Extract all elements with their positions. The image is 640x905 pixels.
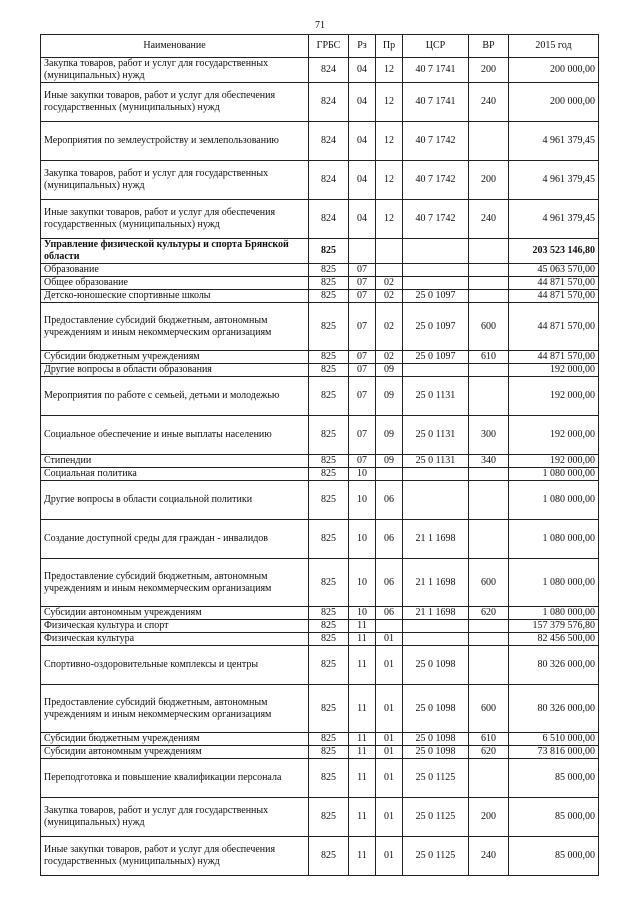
cell-pr [376, 620, 403, 633]
cell-vr [469, 481, 509, 520]
cell-pr: 01 [376, 646, 403, 685]
cell-vr: 610 [469, 351, 509, 364]
cell-pr: 09 [376, 377, 403, 416]
cell-pr: 12 [376, 161, 403, 200]
cell-vr: 200 [469, 798, 509, 837]
cell-rz: 10 [349, 607, 376, 620]
cell-amount: 85 000,00 [509, 837, 599, 876]
cell-grbs: 824 [309, 58, 349, 83]
table-row [41, 58, 599, 83]
cell-name: Закупка товаров, работ и услуг для государственных (муниципальных) нужд [41, 58, 309, 83]
table-row [41, 122, 599, 161]
cell-pr: 09 [376, 364, 403, 377]
cell-pr: 01 [376, 633, 403, 646]
cell-amount: 1 080 000,00 [509, 481, 599, 520]
cell-vr [469, 377, 509, 416]
table-row [41, 633, 599, 646]
cell-amount: 157 379 576,80 [509, 620, 599, 633]
cell-name: Спортивно-оздоровительные комплексы и центры [41, 646, 309, 685]
cell-amount: 85 000,00 [509, 759, 599, 798]
cell-amount: 44 871 570,00 [509, 277, 599, 290]
cell-vr [469, 620, 509, 633]
cell-name: Закупка товаров, работ и услуг для государственных (муниципальных) нужд [41, 798, 309, 837]
cell-name: Предоставление субсидий бюджетным, автономным учреждениям и иным некоммерческим организациям [41, 303, 309, 351]
cell-grbs: 825 [309, 264, 349, 277]
cell-vr [469, 364, 509, 377]
cell-amount: 44 871 570,00 [509, 290, 599, 303]
cell-csr [403, 364, 469, 377]
cell-amount: 200 000,00 [509, 83, 599, 122]
cell-csr [403, 264, 469, 277]
cell-vr: 200 [469, 161, 509, 200]
cell-amount: 6 510 000,00 [509, 733, 599, 746]
table-row [41, 377, 599, 416]
table-row [41, 798, 599, 837]
cell-grbs: 825 [309, 455, 349, 468]
cell-name: Закупка товаров, работ и услуг для государственных (муниципальных) нужд [41, 161, 309, 200]
cell-name: Социальное обеспечение и иные выплаты населению [41, 416, 309, 455]
table-row [41, 620, 599, 633]
cell-rz: 10 [349, 520, 376, 559]
table-row [41, 481, 599, 520]
cell-vr [469, 264, 509, 277]
cell-amount: 192 000,00 [509, 416, 599, 455]
cell-rz: 07 [349, 416, 376, 455]
cell-csr: 25 0 1097 [403, 351, 469, 364]
cell-grbs: 825 [309, 303, 349, 351]
cell-vr [469, 633, 509, 646]
cell-rz: 10 [349, 468, 376, 481]
cell-amount: 44 871 570,00 [509, 351, 599, 364]
cell-rz: 04 [349, 122, 376, 161]
cell-name: Субсидии автономным учреждениям [41, 746, 309, 759]
cell-rz: 10 [349, 559, 376, 607]
cell-vr: 240 [469, 83, 509, 122]
cell-pr: 12 [376, 122, 403, 161]
cell-rz: 04 [349, 83, 376, 122]
table-row [41, 161, 599, 200]
table-row [41, 759, 599, 798]
cell-amount: 200 000,00 [509, 58, 599, 83]
cell-vr: 200 [469, 58, 509, 83]
table-row [41, 290, 599, 303]
cell-csr: 25 0 1131 [403, 416, 469, 455]
cell-vr: 300 [469, 416, 509, 455]
header-csr: ЦСР [403, 35, 469, 58]
cell-name: Иные закупки товаров, работ и услуг для обеспечения государственных (муниципальных) нужд [41, 83, 309, 122]
cell-pr: 06 [376, 481, 403, 520]
cell-grbs: 825 [309, 685, 349, 733]
cell-csr [403, 481, 469, 520]
cell-vr [469, 520, 509, 559]
cell-vr [469, 239, 509, 264]
cell-vr: 600 [469, 303, 509, 351]
cell-csr: 25 0 1098 [403, 746, 469, 759]
cell-rz: 07 [349, 264, 376, 277]
cell-amount: 73 816 000,00 [509, 746, 599, 759]
cell-grbs: 825 [309, 290, 349, 303]
cell-name: Детско-юношеские спортивные школы [41, 290, 309, 303]
table-row [41, 685, 599, 733]
cell-grbs: 825 [309, 607, 349, 620]
cell-csr: 25 0 1098 [403, 685, 469, 733]
cell-grbs: 824 [309, 200, 349, 239]
cell-csr: 40 7 1742 [403, 200, 469, 239]
cell-csr: 40 7 1741 [403, 58, 469, 83]
cell-name: Субсидии автономным учреждениям [41, 607, 309, 620]
cell-amount: 85 000,00 [509, 798, 599, 837]
cell-pr: 06 [376, 607, 403, 620]
cell-pr [376, 264, 403, 277]
cell-grbs: 825 [309, 798, 349, 837]
cell-rz: 07 [349, 290, 376, 303]
cell-rz: 11 [349, 759, 376, 798]
table-row [41, 733, 599, 746]
table-row [41, 837, 599, 876]
cell-amount: 1 080 000,00 [509, 559, 599, 607]
cell-csr: 25 0 1131 [403, 455, 469, 468]
cell-grbs: 825 [309, 520, 349, 559]
cell-grbs: 825 [309, 239, 349, 264]
table-row [41, 351, 599, 364]
header-name: Наименование [41, 35, 309, 58]
cell-rz: 04 [349, 200, 376, 239]
header-rz: Рз [349, 35, 376, 58]
cell-amount: 82 456 500,00 [509, 633, 599, 646]
cell-rz [349, 239, 376, 264]
cell-vr [469, 468, 509, 481]
cell-grbs: 825 [309, 837, 349, 876]
cell-csr: 25 0 1125 [403, 759, 469, 798]
cell-vr [469, 122, 509, 161]
cell-rz: 11 [349, 646, 376, 685]
table-row [41, 455, 599, 468]
cell-pr: 02 [376, 290, 403, 303]
cell-csr: 40 7 1741 [403, 83, 469, 122]
cell-pr: 01 [376, 798, 403, 837]
header-year: 2015 год [509, 35, 599, 58]
cell-grbs: 825 [309, 377, 349, 416]
cell-vr [469, 290, 509, 303]
cell-pr: 09 [376, 455, 403, 468]
cell-grbs: 825 [309, 759, 349, 798]
cell-grbs: 825 [309, 468, 349, 481]
cell-name: Образование [41, 264, 309, 277]
cell-pr: 12 [376, 83, 403, 122]
cell-rz: 11 [349, 733, 376, 746]
cell-pr: 02 [376, 351, 403, 364]
cell-grbs: 825 [309, 416, 349, 455]
cell-rz: 07 [349, 364, 376, 377]
cell-vr: 340 [469, 455, 509, 468]
cell-name: Переподготовка и повышение квалификации персонала [41, 759, 309, 798]
cell-csr: 25 0 1125 [403, 798, 469, 837]
cell-csr [403, 620, 469, 633]
cell-grbs: 824 [309, 161, 349, 200]
cell-name: Создание доступной среды для граждан - инвалидов [41, 520, 309, 559]
cell-grbs: 825 [309, 364, 349, 377]
header-pr: Пр [376, 35, 403, 58]
cell-name: Предоставление субсидий бюджетным, автономным учреждениям и иным некоммерческим организациям [41, 559, 309, 607]
table-row [41, 277, 599, 290]
cell-pr: 01 [376, 733, 403, 746]
cell-pr: 06 [376, 520, 403, 559]
cell-rz: 07 [349, 303, 376, 351]
cell-csr: 21 1 1698 [403, 607, 469, 620]
cell-grbs: 825 [309, 733, 349, 746]
cell-csr: 21 1 1698 [403, 559, 469, 607]
cell-vr: 240 [469, 200, 509, 239]
cell-rz: 07 [349, 277, 376, 290]
page-number: 71 [315, 20, 325, 31]
table-row [41, 520, 599, 559]
cell-grbs: 825 [309, 633, 349, 646]
table-row [41, 264, 599, 277]
cell-amount: 4 961 379,45 [509, 161, 599, 200]
table-row [41, 239, 599, 264]
cell-vr: 620 [469, 746, 509, 759]
cell-pr [376, 468, 403, 481]
cell-amount: 1 080 000,00 [509, 520, 599, 559]
cell-name: Предоставление субсидий бюджетным, автономным учреждениям и иным некоммерческим организациям [41, 685, 309, 733]
cell-amount: 80 326 000,00 [509, 646, 599, 685]
cell-amount: 80 326 000,00 [509, 685, 599, 733]
cell-rz: 11 [349, 798, 376, 837]
cell-csr: 25 0 1125 [403, 837, 469, 876]
cell-rz: 11 [349, 837, 376, 876]
cell-vr: 620 [469, 607, 509, 620]
cell-rz: 04 [349, 161, 376, 200]
cell-name: Управление физической культуры и спорта Брянской области [41, 239, 309, 264]
cell-amount: 192 000,00 [509, 377, 599, 416]
cell-pr: 09 [376, 416, 403, 455]
cell-name: Субсидии бюджетным учреждениям [41, 351, 309, 364]
cell-vr: 610 [469, 733, 509, 746]
cell-name: Иные закупки товаров, работ и услуг для обеспечения государственных (муниципальных) нужд [41, 200, 309, 239]
cell-vr [469, 759, 509, 798]
table-row [41, 416, 599, 455]
cell-csr: 25 0 1098 [403, 646, 469, 685]
cell-pr: 01 [376, 685, 403, 733]
cell-grbs: 825 [309, 481, 349, 520]
cell-csr: 25 0 1097 [403, 303, 469, 351]
table-row [41, 468, 599, 481]
table-row [41, 607, 599, 620]
cell-rz: 04 [349, 58, 376, 83]
cell-rz: 11 [349, 746, 376, 759]
cell-grbs: 825 [309, 620, 349, 633]
cell-name: Иные закупки товаров, работ и услуг для обеспечения государственных (муниципальных) нужд [41, 837, 309, 876]
cell-rz: 11 [349, 620, 376, 633]
cell-pr: 01 [376, 746, 403, 759]
cell-amount: 192 000,00 [509, 364, 599, 377]
cell-grbs: 824 [309, 122, 349, 161]
table-row [41, 364, 599, 377]
cell-rz: 07 [349, 455, 376, 468]
cell-name: Физическая культура [41, 633, 309, 646]
cell-amount: 192 000,00 [509, 455, 599, 468]
cell-name: Общее образование [41, 277, 309, 290]
cell-name: Физическая культура и спорт [41, 620, 309, 633]
cell-vr: 240 [469, 837, 509, 876]
cell-csr [403, 277, 469, 290]
cell-name: Стипендии [41, 455, 309, 468]
cell-amount: 4 961 379,45 [509, 122, 599, 161]
cell-rz: 11 [349, 633, 376, 646]
cell-amount: 44 871 570,00 [509, 303, 599, 351]
table-row [41, 646, 599, 685]
cell-csr [403, 468, 469, 481]
cell-amount: 4 961 379,45 [509, 200, 599, 239]
cell-csr: 40 7 1742 [403, 122, 469, 161]
cell-grbs: 825 [309, 351, 349, 364]
table-row [41, 559, 599, 607]
cell-grbs: 825 [309, 559, 349, 607]
cell-name: Субсидии бюджетным учреждениям [41, 733, 309, 746]
table-row [41, 83, 599, 122]
cell-vr [469, 277, 509, 290]
cell-grbs: 824 [309, 83, 349, 122]
cell-csr: 21 1 1698 [403, 520, 469, 559]
table-body [41, 58, 599, 876]
cell-csr [403, 239, 469, 264]
budget-table [40, 34, 599, 876]
table-header-row [41, 35, 599, 58]
cell-rz: 07 [349, 351, 376, 364]
cell-grbs: 825 [309, 277, 349, 290]
cell-vr: 600 [469, 559, 509, 607]
cell-rz: 07 [349, 377, 376, 416]
table-row [41, 303, 599, 351]
cell-amount: 1 080 000,00 [509, 468, 599, 481]
cell-rz: 11 [349, 685, 376, 733]
cell-pr: 12 [376, 58, 403, 83]
cell-name: Мероприятия по землеустройству и землепользованию [41, 122, 309, 161]
header-vr: ВР [469, 35, 509, 58]
cell-pr: 01 [376, 759, 403, 798]
cell-csr: 40 7 1742 [403, 161, 469, 200]
cell-csr: 25 0 1097 [403, 290, 469, 303]
cell-name: Мероприятия по работе с семьей, детьми и молодежью [41, 377, 309, 416]
cell-rz: 10 [349, 481, 376, 520]
cell-csr: 25 0 1098 [403, 733, 469, 746]
cell-csr: 25 0 1131 [403, 377, 469, 416]
cell-name: Другие вопросы в области образования [41, 364, 309, 377]
cell-amount: 203 523 146,80 [509, 239, 599, 264]
cell-name: Другие вопросы в области социальной политики [41, 481, 309, 520]
cell-amount: 1 080 000,00 [509, 607, 599, 620]
header-grbs: ГРБС [309, 35, 349, 58]
cell-vr [469, 646, 509, 685]
cell-pr: 06 [376, 559, 403, 607]
cell-grbs: 825 [309, 746, 349, 759]
cell-pr: 02 [376, 277, 403, 290]
cell-csr [403, 633, 469, 646]
cell-pr: 01 [376, 837, 403, 876]
cell-pr: 12 [376, 200, 403, 239]
cell-pr: 02 [376, 303, 403, 351]
cell-amount: 45 063 570,00 [509, 264, 599, 277]
table-row [41, 746, 599, 759]
table-row [41, 200, 599, 239]
cell-grbs: 825 [309, 646, 349, 685]
cell-name: Социальная политика [41, 468, 309, 481]
cell-vr: 600 [469, 685, 509, 733]
cell-pr [376, 239, 403, 264]
